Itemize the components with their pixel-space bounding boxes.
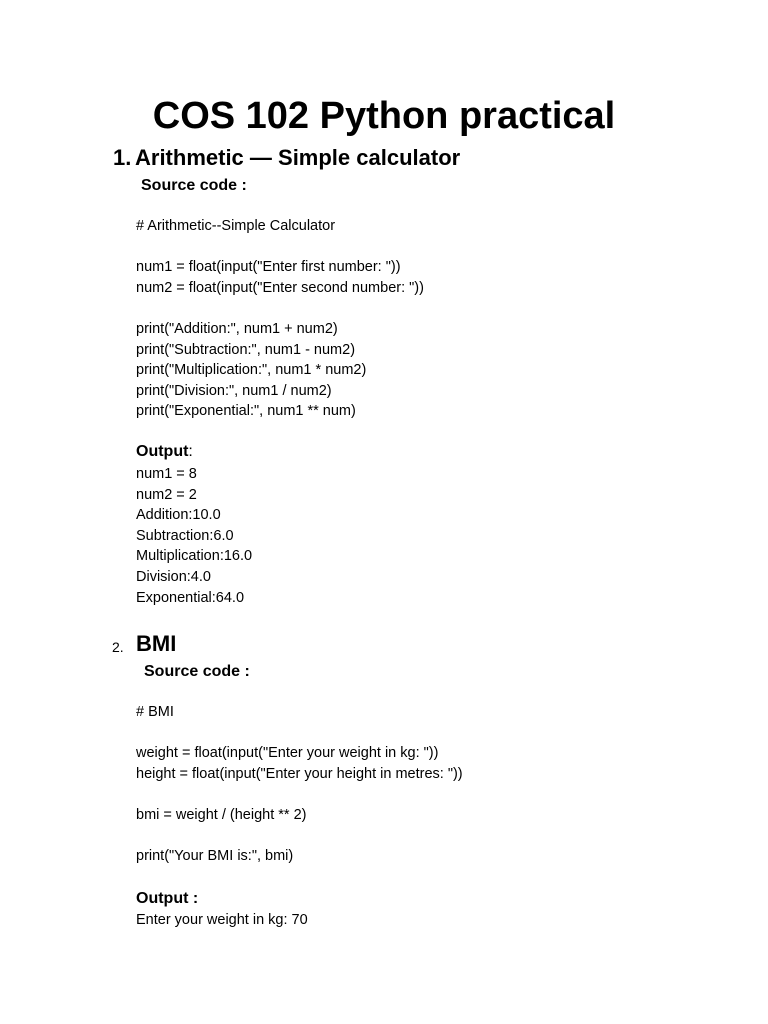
code-line: num1 = float(input("Enter first number: ")) [136, 259, 401, 276]
output-line: Multiplication:16.0 [136, 548, 253, 565]
section-2-heading: BMI [136, 631, 177, 656]
output-line: num2 = 2 [136, 486, 197, 503]
code-line-blank [136, 826, 463, 847]
code-line: print("Subtraction:", num1 - num2) [136, 341, 356, 358]
section-1-output [136, 464, 252, 608]
section-1-title: Arithmetic — Simple calculator [135, 145, 461, 170]
code-line: num2 = float(input("Enter second number: ")) [136, 279, 424, 296]
section-1-code [136, 216, 424, 422]
code-line-blank [136, 723, 463, 744]
section-2-output-label: Output : [136, 890, 199, 907]
output-line: Exponential:64.0 [136, 589, 245, 606]
code-line: print("Addition:", num1 + num2) [136, 320, 338, 337]
section-1-source-label: Source code : [141, 177, 247, 194]
output-line: Enter your weight in kg: 70 [136, 912, 308, 928]
output-label-text: Output [136, 443, 189, 460]
code-line-blank [136, 784, 463, 805]
code-line: print("Your BMI is:", bmi) [136, 848, 294, 865]
code-line: # Arithmetic--Simple Calculator [136, 218, 336, 234]
code-line: weight = float(input("Enter your weight in kg: ")) [136, 745, 439, 762]
output-line: Subtraction:6.0 [136, 527, 234, 544]
code-line: # BMI [136, 704, 174, 720]
output-label-colon: : [188, 443, 193, 460]
section-2-output [136, 910, 308, 931]
document-title: COS 102 Python practical [152, 95, 616, 137]
section-2-code [136, 702, 463, 867]
code-line: print("Exponential:", num1 ** num) [136, 403, 356, 420]
section-2-number: 2. [112, 639, 124, 655]
code-line: height = float(input("Enter your height in metres: ")) [136, 765, 463, 782]
section-1-output-label [136, 442, 193, 462]
section-1-number: 1. [113, 145, 132, 170]
output-line: num1 = 8 [136, 466, 197, 482]
output-line: Addition:10.0 [136, 507, 221, 524]
code-line: print("Multiplication:", num1 * num2) [136, 362, 367, 379]
code-line-blank [136, 237, 424, 258]
section-1-heading [113, 145, 460, 171]
code-line: print("Division:", num1 / num2) [136, 382, 332, 399]
code-line: bmi = weight / (height ** 2) [136, 806, 307, 823]
output-line: Division:4.0 [136, 568, 211, 585]
code-line-blank [136, 298, 424, 319]
section-2-source-label: Source code : [144, 663, 250, 680]
